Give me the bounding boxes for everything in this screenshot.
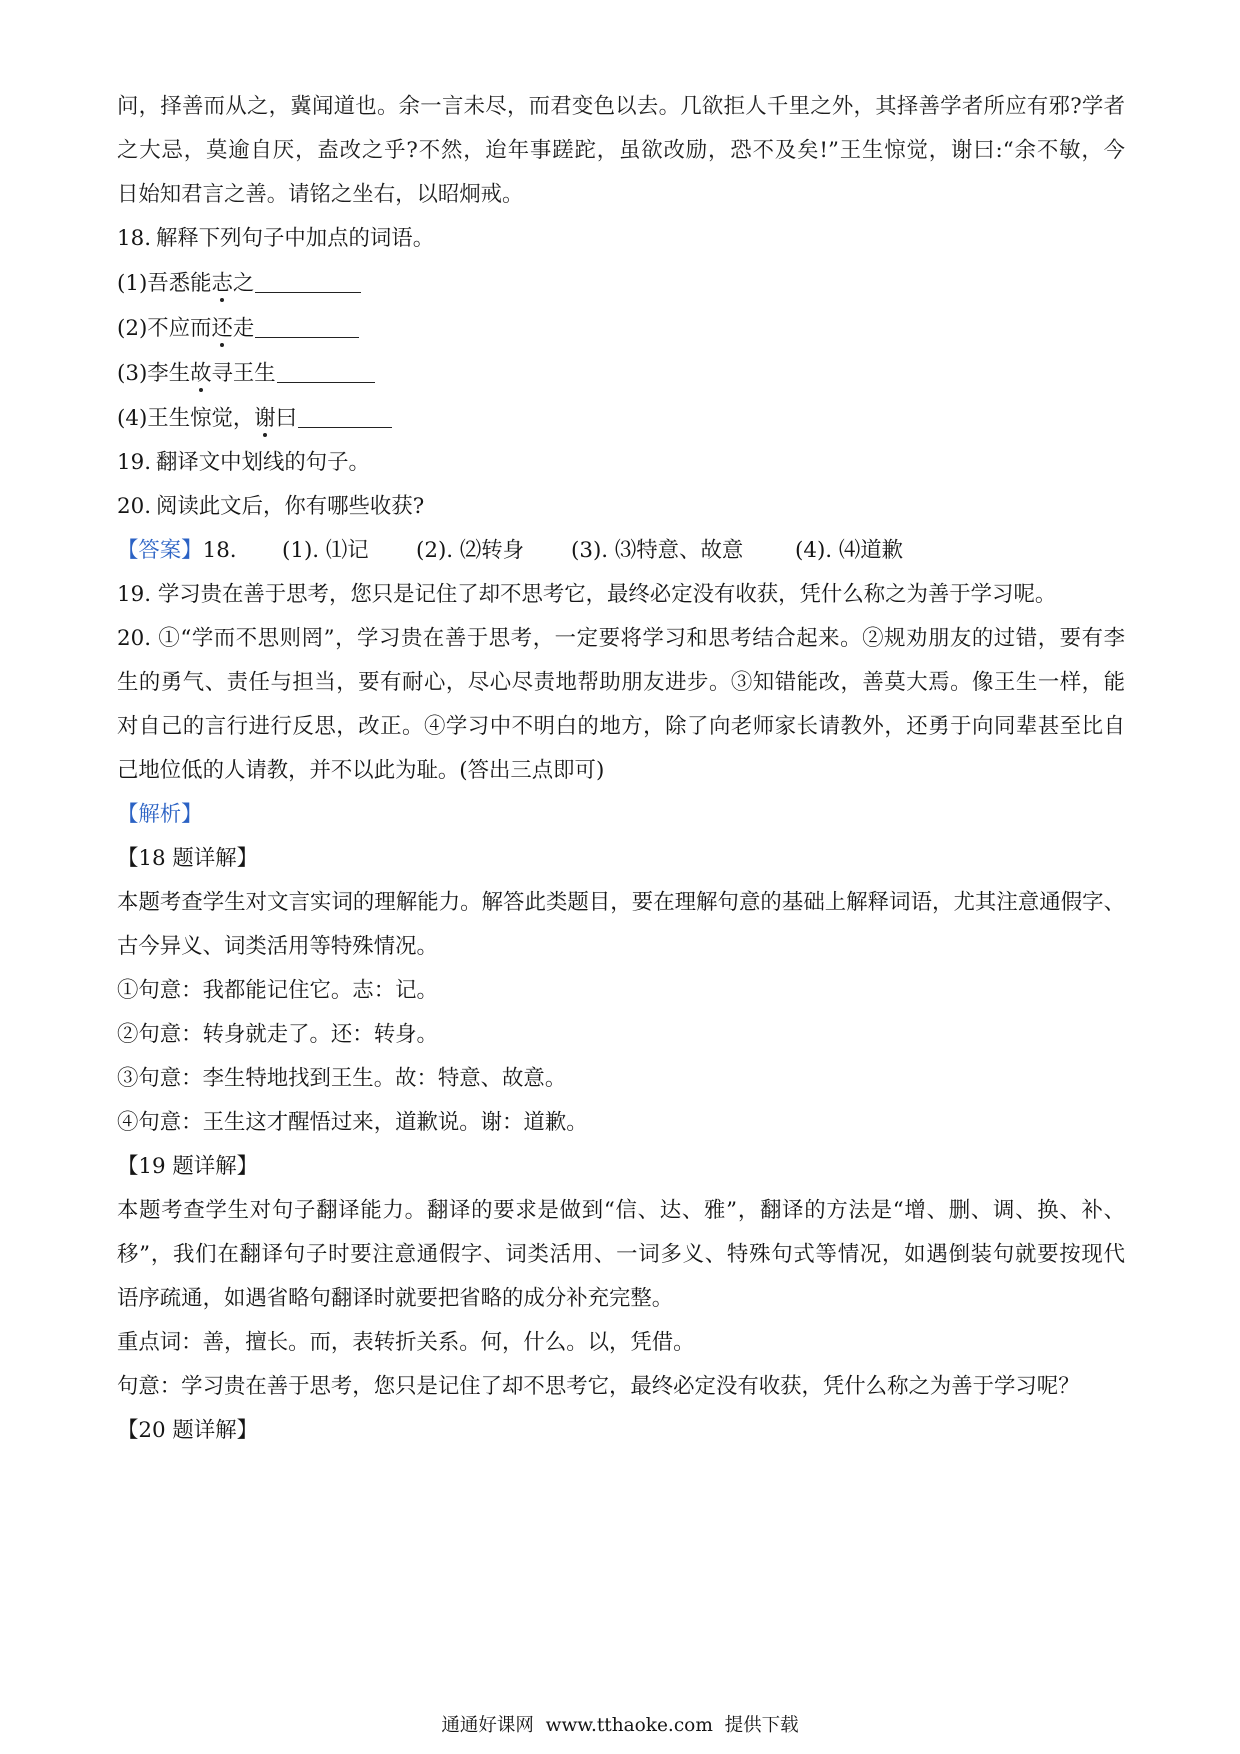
question-text: 翻译文中划线的句子。 xyxy=(156,450,370,475)
question-number: 18. xyxy=(117,226,152,251)
item-text-after: 之 xyxy=(232,271,255,296)
answer-item: (1). ⑴记 xyxy=(282,538,369,563)
answer-blank-line xyxy=(277,381,375,383)
item-text-after: 曰 xyxy=(275,406,298,431)
page-content xyxy=(117,85,1125,1453)
item-text-before: (1)吾悉能 xyxy=(117,271,212,296)
passage-line: 日始知君言之善。请铭之坐右，以昭炯戒。 xyxy=(117,182,524,207)
answer-20-line: 生的勇气、责任与担当，要有耐心，尽心尽责地帮助朋友进步。③知错能改，善莫大焉。像王生一样，能 xyxy=(117,670,1125,695)
answer-19: 19. 学习贵在善于思考，您只是记住了却不思考它，最终必定没有收获，凭什么称之为善于学习呢。 xyxy=(117,582,1057,607)
question-number: 19. xyxy=(117,450,152,475)
item-text-after: 走 xyxy=(232,316,255,341)
analysis-line: 本题考查学生对句子翻译能力。翻译的要求是做到“信、达、雅”，翻译的方法是“增、删、调、换、补、 xyxy=(117,1198,1125,1223)
answer-row-18 xyxy=(117,529,1125,573)
analysis-line: 重点词：善，擅长。而，表转折关系。何，什么。以，凭借。 xyxy=(117,1330,695,1355)
question-text: 解释下列句子中加点的词语。 xyxy=(156,226,435,251)
answer-20-line: 20. ①“学而不思则罔”，学习贵在善于思考，一定要将学习和思考结合起来。②规劝朋友的过错，要有李 xyxy=(117,626,1125,651)
answer-item: (4). ⑷道歉 xyxy=(795,538,904,563)
question-18-item-3 xyxy=(117,351,1125,396)
item-text-after: 寻王生 xyxy=(211,361,276,386)
answer-blank-line xyxy=(298,426,392,428)
analysis-line: 句意：学习贵在善于思考，您只是记住了却不思考它，最终必定没有收获，凭什么称之为善于学习呢？ xyxy=(117,1374,1080,1399)
analysis-line: ④句意：王生这才醒悟过来，道歉说。谢：道歉。 xyxy=(117,1110,588,1135)
question-18-item-4 xyxy=(117,396,1125,441)
question-18-item-1 xyxy=(117,261,1125,306)
analysis-line: 古今异义、词类活用等特殊情况。 xyxy=(117,934,438,959)
analysis-label-row xyxy=(117,793,1125,837)
dotted-character: 还 xyxy=(211,306,232,351)
analysis-line: ③句意：李生特地找到王生。故：特意、故意。 xyxy=(117,1066,567,1091)
question-19 xyxy=(117,441,1125,485)
answer-20-line: 对自己的言行进行反思，改正。④学习中不明白的地方，除了向老师家长请教外，还勇于向同辈甚至比自 xyxy=(117,714,1125,739)
analysis-label: 【解析】 xyxy=(117,802,203,827)
question-text: 阅读此文后，你有哪些收获? xyxy=(156,494,425,519)
section-heading: 【18 题详解】 xyxy=(117,846,258,871)
analysis-line: 语序疏通，如遇省略句翻译时就要把省略的成分补充完整。 xyxy=(117,1286,674,1311)
answer-label: 【答案】 xyxy=(117,538,203,563)
page-footer: 通通好课网 www.tthaoke.com 提供下载 xyxy=(441,1715,799,1736)
answer-question-number: 18. xyxy=(202,538,237,563)
item-text-before: (3)李生 xyxy=(117,361,191,386)
analysis-line: ②句意：转身就走了。还：转身。 xyxy=(117,1022,438,1047)
answer-blank-line xyxy=(255,336,359,338)
question-20 xyxy=(117,485,1125,529)
section-heading: 【19 题详解】 xyxy=(117,1154,258,1179)
dotted-character: 谢 xyxy=(254,396,275,441)
answer-blank-line xyxy=(255,291,361,293)
dotted-character: 志 xyxy=(211,261,232,306)
item-text-before: (4)王生惊觉， xyxy=(117,406,255,431)
analysis-line: ①句意：我都能记住它。志：记。 xyxy=(117,978,438,1003)
passage-line: 之大忌，莫逾自厌，盍改之乎?不然，迨年事蹉跎，虽欲改励，恐不及矣!”王生惊觉，谢曰:“余不敏，今 xyxy=(117,138,1125,163)
answer-20-line: 己地位低的人请教，并不以此为耻。(答出三点即可) xyxy=(117,758,605,783)
answer-item: (3). ⑶特意、故意 xyxy=(571,538,744,563)
item-text-before: (2)不应而 xyxy=(117,316,212,341)
answer-item: (2). ⑵转身 xyxy=(416,538,525,563)
analysis-line: 移”，我们在翻译句子时要注意通假字、词类活用、一词多义、特殊句式等情况，如遇倒装句就要按现代 xyxy=(117,1242,1125,1267)
analysis-line: 本题考查学生对文言实词的理解能力。解答此类题目，要在理解句意的基础上解释词语，尤其注意通假字、 xyxy=(117,890,1125,915)
question-18 xyxy=(117,217,1125,261)
passage-line: 问，择善而从之，冀闻道也。余一言未尽，而君变色以去。几欲拒人千里之外，其择善学者所应有邪?学者 xyxy=(117,94,1125,119)
question-number: 20. xyxy=(117,494,152,519)
dotted-character: 故 xyxy=(190,351,211,396)
question-18-item-2 xyxy=(117,306,1125,351)
section-heading: 【20 题详解】 xyxy=(117,1418,258,1443)
